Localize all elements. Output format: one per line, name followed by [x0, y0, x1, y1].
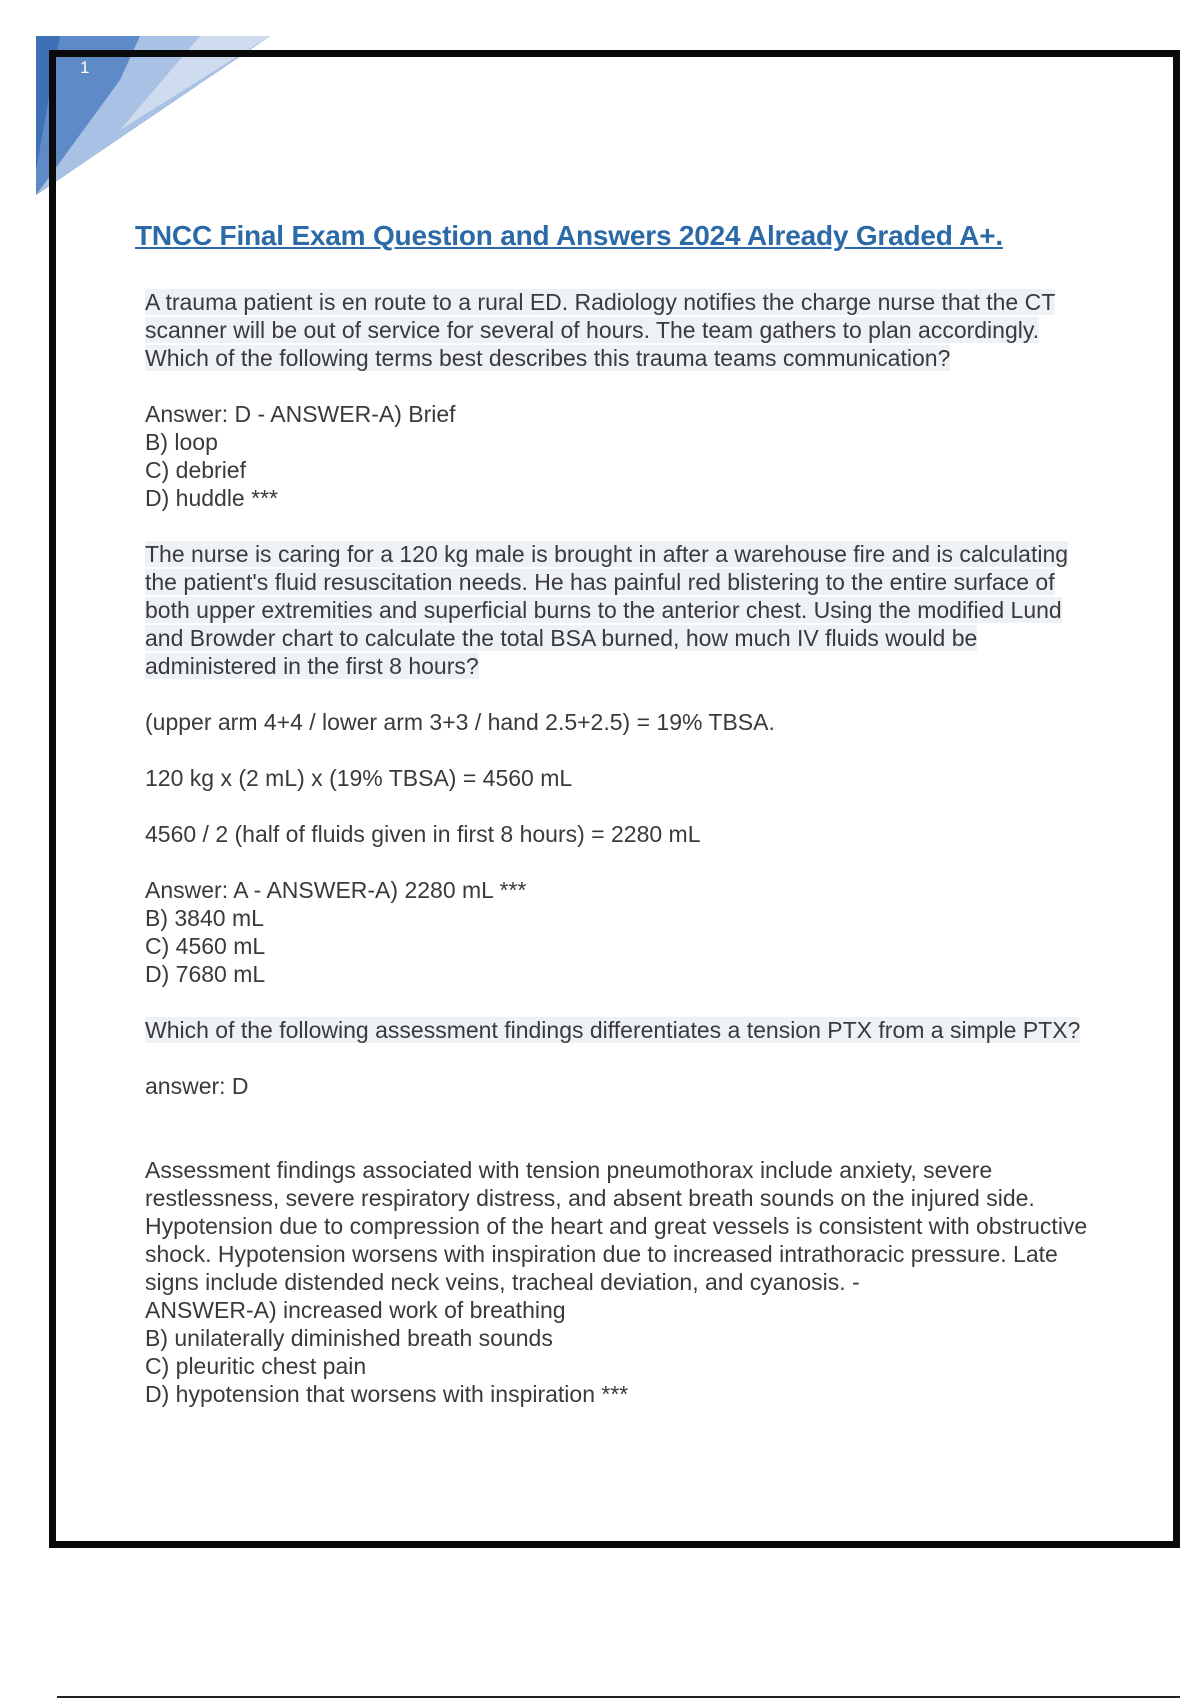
calc-1: (upper arm 4+4 / lower arm 3+3 / hand 2.5+2.5) = 19% TBSA.	[145, 709, 775, 735]
question-2-options	[145, 876, 1090, 988]
option-3b: B) unilaterally diminished breath sounds	[145, 1325, 553, 1351]
option-1d: D) huddle ***	[145, 485, 278, 511]
option-1c: C) debrief	[145, 457, 246, 483]
explanation-3: Assessment findings associated with tension pneumothorax include anxiety, severe restlessness, severe respiratory distress, and absent breath sounds on the injured side. Hypotension due to compression of the heart and great vessels is consistent with obstructive shock. Hypotension worsens with inspiration due to increased intrathoracic pressure. Late signs include distended neck veins, tracheal deviation, and cyanosis. -	[145, 1157, 1088, 1295]
question-2: The nurse is caring for a 120 kg male is brought in after a warehouse fire and is calculating the patient's fluid resuscitation needs. He has painful red blistering to the entire surface of both upper extremities and superficial burns to the anterior chest. Using the modified Lund and Browder chart to calculate the total BSA burned, how much IV fluids would be administered in the first 8 hours?	[145, 541, 1069, 679]
option-1b: B) loop	[145, 429, 218, 455]
option-2b: B) 3840 mL	[145, 905, 264, 931]
question-1: A trauma patient is en route to a rural ED. Radiology notifies the charge nurse that the CT scanner will be out of service for several of hours. The team gathers to plan accordingly. Which of the following terms best describes this trauma teams communication?	[145, 289, 1056, 371]
option-2c: C) 4560 mL	[145, 933, 266, 959]
option-1a: Answer: D - ANSWER-A) Brief	[145, 401, 456, 427]
option-3d: D) hypotension that worsens with inspiration ***	[145, 1381, 629, 1407]
document-body	[145, 288, 1090, 1436]
calc-2: 120 kg x (2 mL) x (19% TBSA) = 4560 mL	[145, 765, 573, 791]
page-number: 1	[80, 58, 90, 77]
option-2d: D) 7680 mL	[145, 961, 266, 987]
question-3: Which of the following assessment findings differentiates a tension PTX from a simple PTX?	[145, 1017, 1081, 1043]
question-1-options	[145, 400, 1090, 512]
page-title: TNCC Final Exam Question and Answers 2024 Already Graded A+.	[135, 220, 1003, 251]
answer-3: answer: D	[145, 1073, 249, 1099]
option-3c: C) pleuritic chest pain	[145, 1353, 367, 1379]
bottom-rule	[57, 1696, 1180, 1698]
question-3-explanation	[145, 1156, 1090, 1408]
option-2a: Answer: A - ANSWER-A) 2280 mL ***	[145, 877, 527, 903]
option-3a: ANSWER-A) increased work of breathing	[145, 1297, 566, 1323]
calc-3: 4560 / 2 (half of fluids given in first 8 hours) = 2280 mL	[145, 821, 701, 847]
